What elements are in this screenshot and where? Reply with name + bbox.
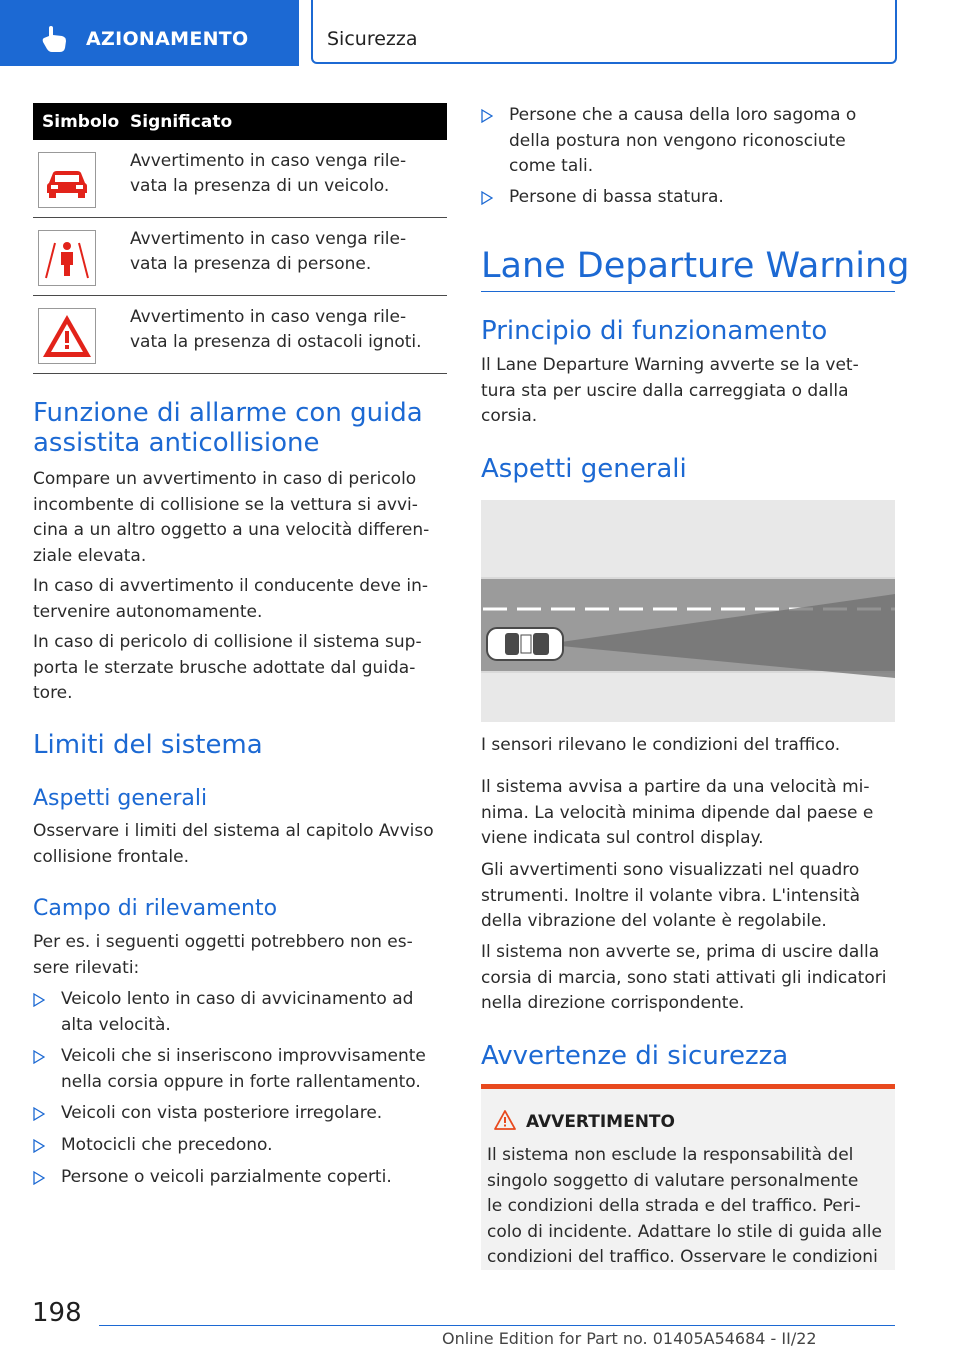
header-simbolo: Simbolo	[42, 112, 120, 132]
row-text-line: vata la presenza di ostacoli ignoti.	[130, 332, 422, 352]
text-line: della postura non vengono riconosciute	[509, 130, 846, 151]
heading-line: assistita anticollisione	[33, 428, 320, 458]
warning-bar	[481, 1084, 895, 1089]
footer-edition: Online Edition for Part no. 01405A54684 - II/22	[442, 1329, 817, 1348]
triangle-bullet-icon	[481, 109, 493, 123]
text-line: Il Lane Departure Warning avverte se la vet-	[481, 355, 859, 375]
text-line: incombente di collisione se la vettura si avvi-	[33, 494, 418, 515]
text-line: In caso di pericolo di collisione il sistema sup-	[33, 632, 422, 652]
text-line: tervenire autonomamente.	[33, 601, 263, 622]
text-line: strumenti. Inoltre il volante vibra. L'intensità	[481, 885, 861, 906]
heading-aspetti-generali-right: Aspetti generali	[481, 454, 687, 484]
text-line: Il sistema avvisa a partire da una velocità mi-	[481, 777, 870, 797]
heading-rule	[481, 291, 895, 292]
heading-principio: Principio di funzionamento	[481, 316, 828, 346]
text-line: nella direzione corrispondente.	[481, 993, 745, 1013]
triangle-bullet-icon	[33, 1107, 45, 1121]
row-text-line: Avvertimento in caso venga rile-	[130, 229, 407, 249]
image-caption: I sensori rilevano le condizioni del traffico.	[481, 735, 841, 755]
paragraph	[481, 858, 860, 935]
header-significato: Significato	[130, 112, 233, 132]
paragraph	[33, 819, 434, 870]
page-number: 198	[32, 1298, 82, 1328]
footer-rule	[99, 1325, 895, 1326]
text-line: Osservare i limiti del sistema al capitolo Avviso	[33, 821, 434, 841]
heading-aspetti-generali: Aspetti generali	[33, 786, 208, 811]
text-line: Veicoli con vista posteriore irregolare.	[61, 1103, 383, 1123]
section-label: AZIONAMENTO	[86, 28, 249, 50]
text-line: porta le sterzate brusche adottate dal guida-	[33, 657, 416, 678]
text-line: ziale elevata.	[33, 545, 147, 566]
symbol-table	[33, 103, 447, 374]
section-tab[interactable]	[0, 0, 299, 66]
text-line: alta velocità.	[61, 1014, 171, 1035]
table-row	[33, 296, 447, 374]
paragraph	[481, 940, 886, 1017]
lane-illustration	[481, 500, 895, 722]
heading-campo: Campo di rilevamento	[33, 896, 278, 921]
triangle-bullet-icon	[33, 993, 45, 1007]
text-line: Il sistema non avverte se, prima di uscire dalla	[481, 942, 880, 962]
text-line: singolo soggetto di valutare personalmente	[487, 1170, 859, 1191]
paragraph	[33, 930, 413, 981]
text-line: tore.	[33, 683, 73, 703]
text-line: Persone che a causa della loro sagoma o	[509, 105, 857, 125]
paragraph	[33, 574, 428, 625]
warning-text	[487, 1143, 893, 1271]
table-row	[33, 218, 447, 296]
hand-pointer-icon	[40, 24, 70, 54]
subsection-label: Sicurezza	[327, 28, 418, 50]
row-text-line: Avvertimento in caso venga rile-	[130, 151, 407, 171]
row-text-line: Avvertimento in caso venga rile-	[130, 307, 407, 327]
text-line: le condizioni della strada e del traffico. Peri-	[487, 1196, 861, 1216]
table-row	[33, 140, 447, 218]
text-line: cina a un altro oggetto a una velocità differen-	[33, 520, 430, 540]
text-line: sere rilevati:	[33, 957, 140, 978]
triangle-bullet-icon	[33, 1171, 45, 1185]
text-line: In caso di avvertimento il conducente deve in-	[33, 576, 429, 596]
text-line: nella corsia oppure in forte rallentamento.	[61, 1071, 421, 1092]
subsection-tab[interactable]	[311, 0, 897, 64]
pedestrian-warning-icon	[38, 230, 96, 286]
text-line: condizioni del traffico. Osservare le condizioni	[487, 1247, 878, 1267]
text-line: corsia.	[481, 406, 538, 426]
warning-triangle-icon	[493, 1109, 517, 1131]
text-line: Per es. i seguenti oggetti potrebbero non es-	[33, 932, 413, 952]
heading-avvertenze: Avvertenze di sicurezza	[481, 1041, 789, 1071]
text-line: Persone di bassa statura.	[509, 187, 724, 207]
heading-funzione	[33, 398, 423, 458]
heading-limiti: Limiti del sistema	[33, 730, 263, 760]
heading-line: Funzione di allarme con guida	[33, 398, 423, 428]
text-line: Veicolo lento in caso di avvicinamento ad	[61, 989, 414, 1009]
text-line: tura sta per uscire dalla carreggiata o dalla	[481, 380, 849, 401]
warning-box	[481, 1084, 895, 1270]
row-text-line: vata la presenza di un veicolo.	[130, 176, 390, 196]
triangle-bullet-icon	[481, 191, 493, 205]
table-header	[33, 103, 447, 140]
triangle-bullet-icon	[33, 1139, 45, 1153]
text-line: Persone o veicoli parzialmente coperti.	[61, 1167, 392, 1187]
heading-lane-departure-warning: Lane Departure Warning	[481, 246, 910, 286]
paragraph	[481, 353, 859, 430]
paragraph	[481, 775, 873, 852]
text-line: Veicoli che si inseriscono improvvisamente	[61, 1046, 426, 1066]
text-line: nima. La velocità minima dipende dal paese e	[481, 802, 874, 823]
text-line: corsia di marcia, sono stati attivati gli indicatori	[481, 967, 887, 988]
text-line: Compare un avvertimento in caso di pericolo	[33, 469, 417, 489]
triangle-bullet-icon	[33, 1050, 45, 1064]
paragraph	[33, 630, 422, 707]
text-line: come tali.	[509, 156, 594, 176]
text-line: Il sistema non esclude la responsabilità del	[487, 1145, 854, 1165]
text-line: Gli avvertimenti sono visualizzati nel quadro	[481, 860, 860, 880]
car-warning-icon	[38, 152, 96, 208]
text-line: della vibrazione del volante è regolabile.	[481, 911, 827, 931]
paragraph	[33, 467, 429, 569]
text-line: viene indicata sul control display.	[481, 828, 764, 848]
text-line: Motocicli che precedono.	[61, 1135, 273, 1155]
obstacle-warning-icon	[38, 308, 96, 364]
warning-title: AVVERTIMENTO	[526, 1112, 675, 1132]
row-text-line: vata la presenza di persone.	[130, 254, 372, 274]
text-line: colo di incidente. Adattare lo stile di guida alle	[487, 1221, 882, 1242]
text-line: collisione frontale.	[33, 846, 189, 867]
